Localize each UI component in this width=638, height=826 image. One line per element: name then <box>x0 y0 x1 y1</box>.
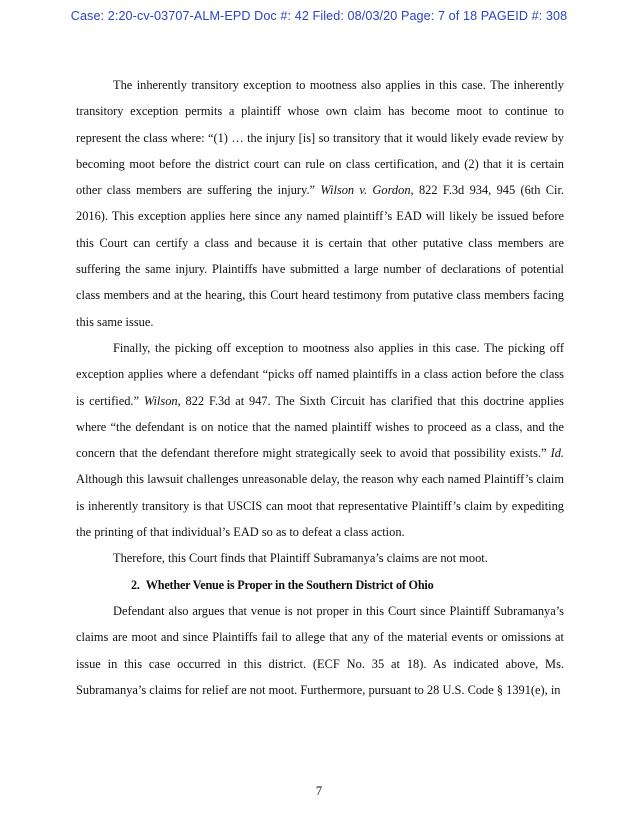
paragraph-text: Although this lawsuit challenges unreasonable delay, the reason why each named Plaintiff’s claim is inherently transitory is that USCIS can moot that representative Plaintiff’s claim by expediting the printing of that individual’s EAD so as to defeat a class action. <box>76 472 564 540</box>
paragraph-conclusion: Therefore, this Court finds that Plaintiff Subramanya’s claims are not moot. <box>113 551 488 566</box>
heading-title: Whether Venue is Proper in the Southern District of Ohio <box>145 577 434 592</box>
paragraph-venue: Defendant also argues that venue is not proper in this Court since Plaintiff Subramanya’s claims are moot and since Plaintiffs fail to allege that any of the material events or omissions at issue in this case occurred in this district. (ECF No. 35 at 18). As indicated above, Ms. Subramanya’s claims for relief are not moot. Furthermore, pursuant to 28 U.S. Code § 1391(e), in <box>76 603 564 697</box>
case-citation: Wilson <box>143 393 178 408</box>
paragraph-text: , 822 F.3d at 947. The Sixth Circuit has clarified that this doctrine applies where “the defendant is on notice that the named plaintiff wishes to proceed as a class, and the concern that the defendant therefore might strategically seek to avoid that possibility exists.” <box>76 393 564 461</box>
heading-number: 2. <box>131 577 140 592</box>
paragraph-text: The inherently transitory exception to mootness also applies in this case. The inherently transitory exception permits a plaintiff whose own claim has become moot to continue to represent the class where: “(1) … the injury [is] so transitory that it would likely evade review by becoming moot before the district court can rule on class certification, and (2) that it is certain other class members are suffering the injury.” <box>76 78 564 198</box>
id-citation: Id. <box>550 446 564 461</box>
document-body <box>76 72 564 703</box>
paragraph-text: Finally, the picking off exception to mootness also applies in this case. The picking off exception applies where a defendant “picks off named plaintiffs in a class action before the class is certified.” <box>76 340 564 408</box>
paragraph-inherently-transitory <box>76 72 564 335</box>
section-heading <box>76 572 564 598</box>
page-number: 7 <box>315 784 323 798</box>
case-citation: Wilson v. Gordon <box>320 183 411 198</box>
case-header: Case: 2:20-cv-03707-ALM-EPD Doc #: 42 Filed: 08/03/20 Page: 7 of 18 PAGEID #: 308 <box>70 9 568 23</box>
paragraph-text: , 822 F.3d 934, 945 (6th Cir. 2016). This exception applies here since any named plaintiff’s EAD will likely be issued before this Court can certify a class and because it is certain that other putative class members are suffering the same injury. Plaintiffs have submitted a large number of declarations of potential class members and at the hearing, this Court heard testimony from putative class members facing this same issue. <box>76 183 565 329</box>
paragraph-picking-off <box>76 335 564 545</box>
